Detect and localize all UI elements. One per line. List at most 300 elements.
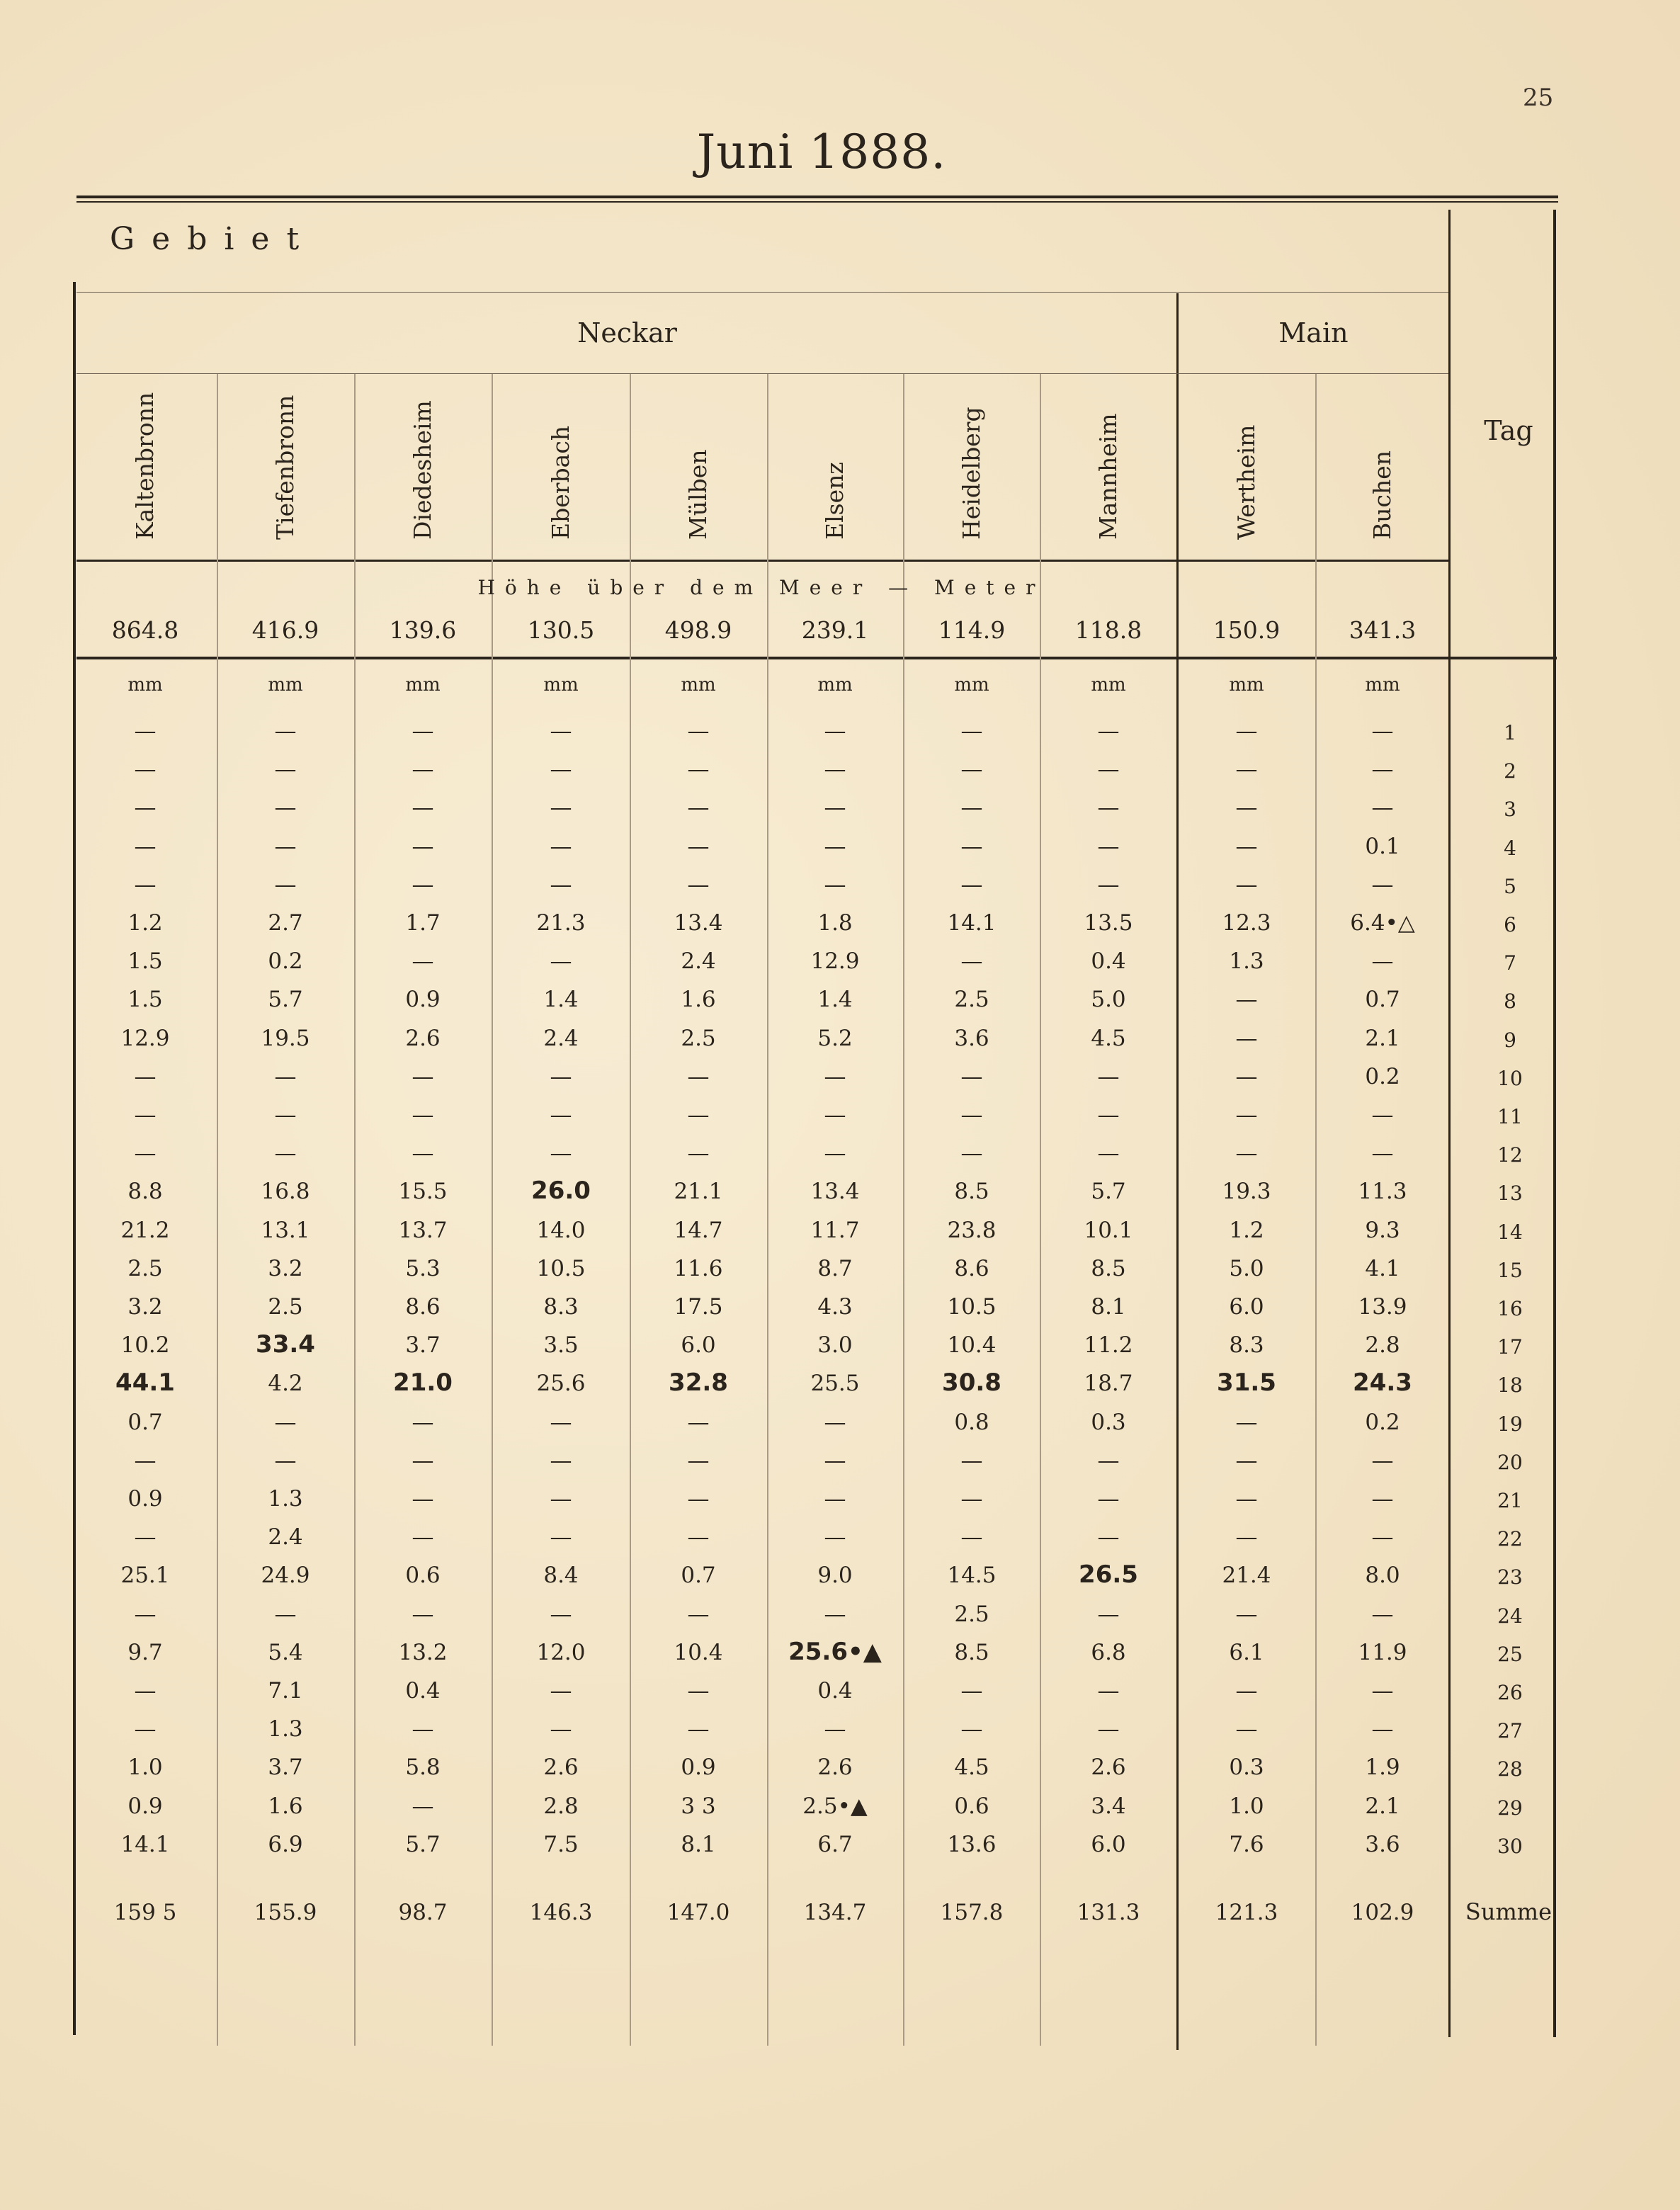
table-cell: —	[134, 1102, 157, 1128]
table-cell: —	[1371, 1486, 1394, 1512]
table-cell: 2.6	[817, 1755, 853, 1781]
table-cell: 0.2	[1365, 1409, 1400, 1435]
table-cell: 13.2	[398, 1639, 448, 1665]
table-cell: 8.5	[1091, 1255, 1126, 1281]
table-cell: —	[274, 756, 297, 783]
table-cell: —	[274, 1447, 297, 1473]
table-cell: 8.3	[543, 1294, 579, 1320]
table-cell: —	[960, 1102, 983, 1128]
tag-number: 17	[1497, 1335, 1523, 1359]
table-cell: 21.3	[536, 910, 586, 936]
table-cell: 10.5	[536, 1255, 586, 1281]
table-cell: 30.8	[942, 1368, 1001, 1398]
station-name: Wertheim	[1232, 424, 1260, 540]
table-cell: 8.3	[1229, 1332, 1264, 1359]
table-cell: —	[274, 1601, 297, 1627]
table-cell: —	[1235, 1678, 1258, 1704]
table-cell: 8.7	[817, 1255, 853, 1281]
table-cell: 0.2	[1365, 1063, 1400, 1089]
table-cell: 18.7	[1084, 1371, 1133, 1397]
table-cell: —	[1097, 795, 1120, 821]
table-cell: 2.1	[1365, 1793, 1400, 1819]
table-cell: 12.0	[536, 1639, 586, 1665]
table-cell: —	[687, 833, 710, 859]
tag-number: 10	[1497, 1066, 1523, 1090]
table-cell: 11.3	[1358, 1179, 1407, 1205]
table-cell: —	[687, 1409, 710, 1435]
table-cell: —	[134, 1716, 157, 1742]
table-cell: —	[1097, 756, 1120, 783]
table-cell: —	[550, 1140, 572, 1167]
unit-label: mm	[268, 674, 303, 696]
table-cell: —	[1371, 1678, 1394, 1704]
table-cell: 14.1	[120, 1831, 170, 1857]
table-cell: 0.8	[954, 1409, 989, 1435]
table-cell: 6.7	[817, 1831, 853, 1857]
table-cell: —	[960, 718, 983, 744]
table-cell: 10.4	[947, 1332, 997, 1359]
summe-label: Summe	[1465, 1898, 1553, 1925]
tag-number: 22	[1497, 1527, 1523, 1551]
table-cell: 13.4	[674, 910, 723, 936]
table-cell: 1.3	[268, 1716, 303, 1742]
table-cell: —	[1371, 948, 1394, 975]
table-cell: —	[687, 871, 710, 897]
table-cell: 2.1	[1365, 1025, 1400, 1051]
table-cell: 25.5	[810, 1371, 860, 1397]
table-cell: —	[824, 1524, 846, 1551]
tag-number: 6	[1504, 913, 1516, 936]
table-cell: —	[550, 871, 572, 897]
table-cell: 8.0	[1365, 1563, 1400, 1589]
table-cell: —	[960, 1524, 983, 1551]
table-cell: 1.2	[127, 910, 163, 936]
table-cell: 9.3	[1365, 1217, 1400, 1243]
table-cell: —	[1235, 756, 1258, 783]
table-cell: —	[412, 833, 434, 859]
table-cell: —	[412, 1524, 434, 1551]
table-cell: 5.0	[1091, 987, 1126, 1013]
table-cell: —	[1371, 1601, 1394, 1627]
table-cell: 6.0	[1091, 1831, 1126, 1857]
table-cell: 13.4	[810, 1179, 860, 1205]
station-name: Diedesheim	[409, 400, 436, 540]
table-cell: —	[134, 833, 157, 859]
unit-label: mm	[954, 674, 989, 696]
table-cell: 0.9	[127, 1793, 163, 1819]
table-cell: —	[1097, 1140, 1120, 1167]
table-cell: —	[687, 1524, 710, 1551]
table-cell: —	[1097, 833, 1120, 859]
table-cell: —	[1235, 1486, 1258, 1512]
table-cell: —	[960, 871, 983, 897]
table-cell: 13.6	[947, 1831, 997, 1857]
table-cell: —	[824, 756, 846, 783]
table-cell: —	[1371, 1102, 1394, 1128]
table-cell: 2.5	[681, 1025, 716, 1051]
table-cell: 31.5	[1217, 1368, 1276, 1398]
group-main: Main	[1278, 317, 1349, 348]
tag-number: 16	[1497, 1297, 1523, 1320]
table-cell: 2.7	[268, 910, 303, 936]
table-cell: 11.7	[810, 1217, 860, 1243]
table-cell: 1.3	[1229, 948, 1264, 975]
table-cell: —	[1097, 1601, 1120, 1627]
table-cell: 8.6	[405, 1294, 441, 1320]
table-cell: 0.4	[817, 1678, 853, 1704]
table-cell: 5.7	[405, 1831, 441, 1857]
table-cell: 13.7	[398, 1217, 448, 1243]
table-left-border	[73, 282, 76, 2035]
table-cell: —	[550, 1447, 572, 1473]
table-cell: —	[1235, 1447, 1258, 1473]
table-cell: —	[1235, 1601, 1258, 1627]
table-cell: 11.2	[1084, 1332, 1133, 1359]
unit-label: mm	[405, 674, 441, 696]
table-cell: 25.6	[536, 1371, 586, 1397]
station-name: Mülben	[684, 449, 712, 540]
station-elevation: 139.6	[389, 616, 457, 644]
unit-label: mm	[127, 674, 163, 696]
table-cell: —	[550, 1524, 572, 1551]
table-cell: 1.5	[127, 987, 163, 1013]
station-elevation: 118.8	[1074, 616, 1142, 644]
table-cell: —	[1371, 795, 1394, 821]
table-cell: —	[412, 871, 434, 897]
table-cell: —	[960, 1063, 983, 1089]
station-header-rule	[76, 373, 1448, 374]
table-cell: 1.4	[543, 987, 579, 1013]
table-cell: —	[550, 948, 572, 975]
table-cell: 3.0	[817, 1332, 853, 1359]
table-cell: 0.3	[1091, 1409, 1126, 1435]
table-cell: 13.9	[1358, 1294, 1407, 1320]
station-name: Elsenz	[821, 462, 848, 540]
table-cell: —	[1371, 756, 1394, 783]
tag-number: 3	[1504, 798, 1516, 822]
tag-number: 11	[1497, 1105, 1523, 1128]
table-cell: 19.3	[1222, 1179, 1271, 1205]
table-cell: 8.5	[954, 1179, 989, 1205]
table-cell: —	[824, 1486, 846, 1512]
table-cell: 5.7	[1091, 1179, 1126, 1205]
table-cell: —	[1235, 987, 1258, 1013]
table-cell: 13.1	[261, 1217, 310, 1243]
unit-label: mm	[681, 674, 716, 696]
table-cell: —	[960, 1486, 983, 1512]
table-cell: —	[550, 1678, 572, 1704]
column-divider	[492, 374, 493, 2046]
table-top-rule	[76, 196, 1558, 198]
tag-number: 29	[1497, 1796, 1523, 1820]
table-cell: —	[134, 1447, 157, 1473]
table-cell: —	[1097, 718, 1120, 744]
table-cell: 7.6	[1229, 1831, 1264, 1857]
table-cell: 9.7	[127, 1639, 163, 1665]
table-cell: 14.1	[947, 910, 997, 936]
table-cell: —	[687, 1601, 710, 1627]
table-cell: 12.9	[810, 948, 860, 975]
table-cell: —	[687, 1678, 710, 1704]
table-cell: 1.9	[1365, 1755, 1400, 1781]
table-cell: 6.8	[1091, 1639, 1126, 1665]
summe-value: 146.3	[529, 1900, 593, 1925]
tag-number: 4	[1504, 836, 1516, 860]
table-cell: 5.2	[817, 1025, 853, 1051]
table-cell: 4.1	[1365, 1255, 1400, 1281]
table-cell: —	[1371, 1524, 1394, 1551]
table-cell: 10.5	[947, 1294, 997, 1320]
table-cell: —	[687, 1140, 710, 1167]
table-cell: —	[134, 718, 157, 744]
group-header-rule	[76, 292, 1448, 293]
station-name: Heidelberg	[958, 407, 985, 540]
table-cell: 23.8	[947, 1217, 997, 1243]
table-cell: —	[412, 756, 434, 783]
table-cell: —	[550, 1409, 572, 1435]
table-cell: —	[1097, 1102, 1120, 1128]
table-cell: —	[550, 718, 572, 744]
table-cell: —	[412, 1601, 434, 1627]
table-cell: —	[1235, 871, 1258, 897]
summe-value: 159 5	[113, 1900, 177, 1925]
table-cell: —	[824, 1063, 846, 1089]
table-cell: 5.4	[268, 1639, 303, 1665]
table-cell: —	[1097, 871, 1120, 897]
table-cell: 8.5	[954, 1639, 989, 1665]
table-cell: —	[550, 756, 572, 783]
table-cell: —	[1235, 718, 1258, 744]
tag-number: 28	[1497, 1757, 1523, 1781]
table-cell: —	[550, 1716, 572, 1742]
table-cell: —	[824, 1447, 846, 1473]
station-elevation: 130.5	[527, 616, 595, 644]
table-cell: 26.0	[531, 1177, 591, 1206]
table-cell: —	[824, 1601, 846, 1627]
elevation-bottom-rule	[76, 657, 1557, 659]
table-cell: —	[1235, 1524, 1258, 1551]
table-cell: —	[550, 1601, 572, 1627]
table-cell: 32.8	[669, 1368, 728, 1398]
table-cell: —	[134, 1601, 157, 1627]
unit-label: mm	[1229, 674, 1264, 696]
table-cell: —	[412, 1409, 434, 1435]
main-group-divider	[1176, 293, 1179, 2050]
table-cell: 8.8	[127, 1179, 163, 1205]
table-cell: 21.2	[120, 1217, 170, 1243]
station-names-bottom-rule	[76, 560, 1448, 562]
table-cell: 8.1	[681, 1831, 716, 1857]
station-elevation: 114.9	[938, 616, 1006, 644]
table-cell: 1.0	[127, 1755, 163, 1781]
table-cell: —	[960, 833, 983, 859]
tag-number: 25	[1497, 1642, 1523, 1666]
table-cell: —	[134, 1678, 157, 1704]
table-cell: 2.6	[405, 1025, 441, 1051]
table-cell: 0.6	[405, 1563, 441, 1589]
table-cell: 21.0	[393, 1368, 453, 1398]
tag-number: 18	[1497, 1373, 1523, 1398]
page-title: Juni 1888.	[696, 125, 947, 179]
table-cell: —	[1235, 1409, 1258, 1435]
table-cell: 3.7	[405, 1332, 441, 1359]
table-cell: —	[687, 1063, 710, 1089]
table-cell: —	[687, 718, 710, 744]
tag-number: 5	[1504, 874, 1516, 898]
table-cell: —	[412, 1063, 434, 1089]
table-cell: 2.4	[268, 1524, 303, 1551]
station-elevation: 498.9	[664, 616, 732, 644]
tag-number: 30	[1497, 1834, 1523, 1858]
table-cell: —	[687, 1716, 710, 1742]
table-cell: 3.4	[1091, 1793, 1126, 1819]
station-elevation: 864.8	[111, 616, 179, 644]
table-cell: —	[824, 1102, 846, 1128]
summe-value: 102.9	[1351, 1900, 1414, 1925]
table-cell: —	[1371, 1140, 1394, 1167]
table-cell: —	[824, 1409, 846, 1435]
table-cell: 8.1	[1091, 1294, 1126, 1320]
tag-number: 2	[1504, 759, 1516, 783]
table-cell: —	[134, 1140, 157, 1167]
summe-value: 157.8	[940, 1900, 1004, 1925]
table-cell: —	[412, 1716, 434, 1742]
table-cell: 1.7	[405, 910, 441, 936]
table-cell: 10.2	[120, 1332, 170, 1359]
table-cell: 21.1	[674, 1179, 723, 1205]
tag-number: 24	[1497, 1604, 1523, 1628]
table-cell: 8.6	[954, 1255, 989, 1281]
table-cell: —	[134, 795, 157, 821]
table-cell: 3.6	[1365, 1831, 1400, 1857]
summe-value: 155.9	[254, 1900, 317, 1925]
table-cell: 2.5	[127, 1255, 163, 1281]
table-cell: —	[412, 718, 434, 744]
table-cell: 24.9	[261, 1563, 310, 1589]
table-cell: 3.6	[954, 1025, 989, 1051]
table-cell: 1.6	[681, 987, 716, 1013]
table-cell: 0.7	[127, 1409, 163, 1435]
table-cell: 10.4	[674, 1639, 723, 1665]
summe-value: 98.7	[398, 1900, 448, 1925]
table-cell: 16.8	[261, 1179, 310, 1205]
table-cell: 1.2	[1229, 1217, 1264, 1243]
table-cell: 2.8	[1365, 1332, 1400, 1359]
table-cell: 4.2	[268, 1371, 303, 1397]
table-cell: —	[1097, 1063, 1120, 1089]
unit-label: mm	[817, 674, 853, 696]
table-cell: 3 3	[681, 1793, 716, 1819]
table-cell: 0.9	[127, 1486, 163, 1512]
table-cell: 5.3	[405, 1255, 441, 1281]
table-cell: 0.4	[1091, 948, 1126, 975]
tag-number: 9	[1504, 1028, 1516, 1052]
table-cell: 12.9	[120, 1025, 170, 1051]
tag-number: 21	[1497, 1489, 1523, 1512]
table-cell: 6.4•△	[1350, 910, 1415, 936]
table-cell: 1.4	[817, 987, 853, 1013]
table-cell: —	[274, 1063, 297, 1089]
table-cell: —	[1235, 833, 1258, 859]
summe-value: 147.0	[666, 1900, 730, 1925]
table-cell: —	[550, 1102, 572, 1128]
table-cell: —	[1235, 1140, 1258, 1167]
table-cell: —	[960, 795, 983, 821]
table-cell: 6.1	[1229, 1639, 1264, 1665]
table-cell: 5.0	[1229, 1255, 1264, 1281]
table-cell: 17.5	[674, 1294, 723, 1320]
table-cell: 9.0	[817, 1563, 853, 1589]
tag-number: 1	[1504, 721, 1516, 744]
table-cell: 0.7	[1365, 987, 1400, 1013]
table-cell: —	[1097, 1447, 1120, 1473]
summe-value: 131.3	[1077, 1900, 1140, 1925]
table-cell: 0.3	[1229, 1755, 1264, 1781]
table-cell: —	[1235, 1102, 1258, 1128]
table-cell: 2.4	[681, 948, 716, 975]
table-cell: —	[824, 871, 846, 897]
tag-number: 8	[1504, 990, 1516, 1014]
table-cell: 0.7	[681, 1563, 716, 1589]
station-elevation: 239.1	[801, 616, 869, 644]
table-cell: —	[1371, 1447, 1394, 1473]
tag-number: 23	[1497, 1565, 1523, 1590]
table-cell: 3.2	[127, 1294, 163, 1320]
table-cell: —	[1371, 871, 1394, 897]
table-cell: 2.8	[543, 1793, 579, 1819]
tag-number: 19	[1497, 1412, 1523, 1436]
table-cell: —	[960, 948, 983, 975]
table-cell: —	[1371, 1716, 1394, 1742]
table-cell: 7.1	[268, 1678, 303, 1704]
table-cell: —	[687, 756, 710, 783]
table-cell: —	[550, 1486, 572, 1512]
table-cell: —	[274, 718, 297, 744]
unit-label: mm	[1365, 674, 1400, 696]
table-cell: 6.9	[268, 1831, 303, 1857]
table-cell: —	[134, 1063, 157, 1089]
table-cell: 2.5	[954, 987, 989, 1013]
table-cell: 3.2	[268, 1255, 303, 1281]
table-cell: 1.3	[268, 1486, 303, 1512]
station-name: Kaltenbronn	[131, 392, 159, 540]
table-cell: 10.1	[1084, 1217, 1133, 1243]
table-cell: 7.5	[543, 1831, 579, 1857]
summe-value: 121.3	[1215, 1900, 1278, 1925]
tag-number: 27	[1497, 1719, 1523, 1743]
table-cell: —	[687, 1102, 710, 1128]
summe-value: 134.7	[803, 1900, 867, 1925]
table-cell: —	[824, 833, 846, 859]
table-cell: 11.9	[1358, 1639, 1407, 1665]
table-cell: 4.5	[1091, 1025, 1126, 1051]
table-cell: 25.6•▲	[788, 1637, 882, 1666]
page-number: 25	[1523, 84, 1554, 112]
table-cell: —	[550, 833, 572, 859]
station-name: Mannheim	[1094, 413, 1122, 540]
table-cell: 0.9	[405, 987, 441, 1013]
table-cell: 0.2	[268, 948, 303, 975]
table-cell: —	[1235, 1716, 1258, 1742]
station-name: Buchen	[1368, 450, 1396, 540]
table-cell: —	[412, 1793, 434, 1819]
table-cell: —	[1235, 1025, 1258, 1051]
table-cell: 1.6	[268, 1793, 303, 1819]
table-cell: —	[824, 718, 846, 744]
table-right-border	[1553, 210, 1556, 2037]
table-cell: 15.5	[398, 1179, 448, 1205]
table-cell: 4.5	[954, 1755, 989, 1781]
